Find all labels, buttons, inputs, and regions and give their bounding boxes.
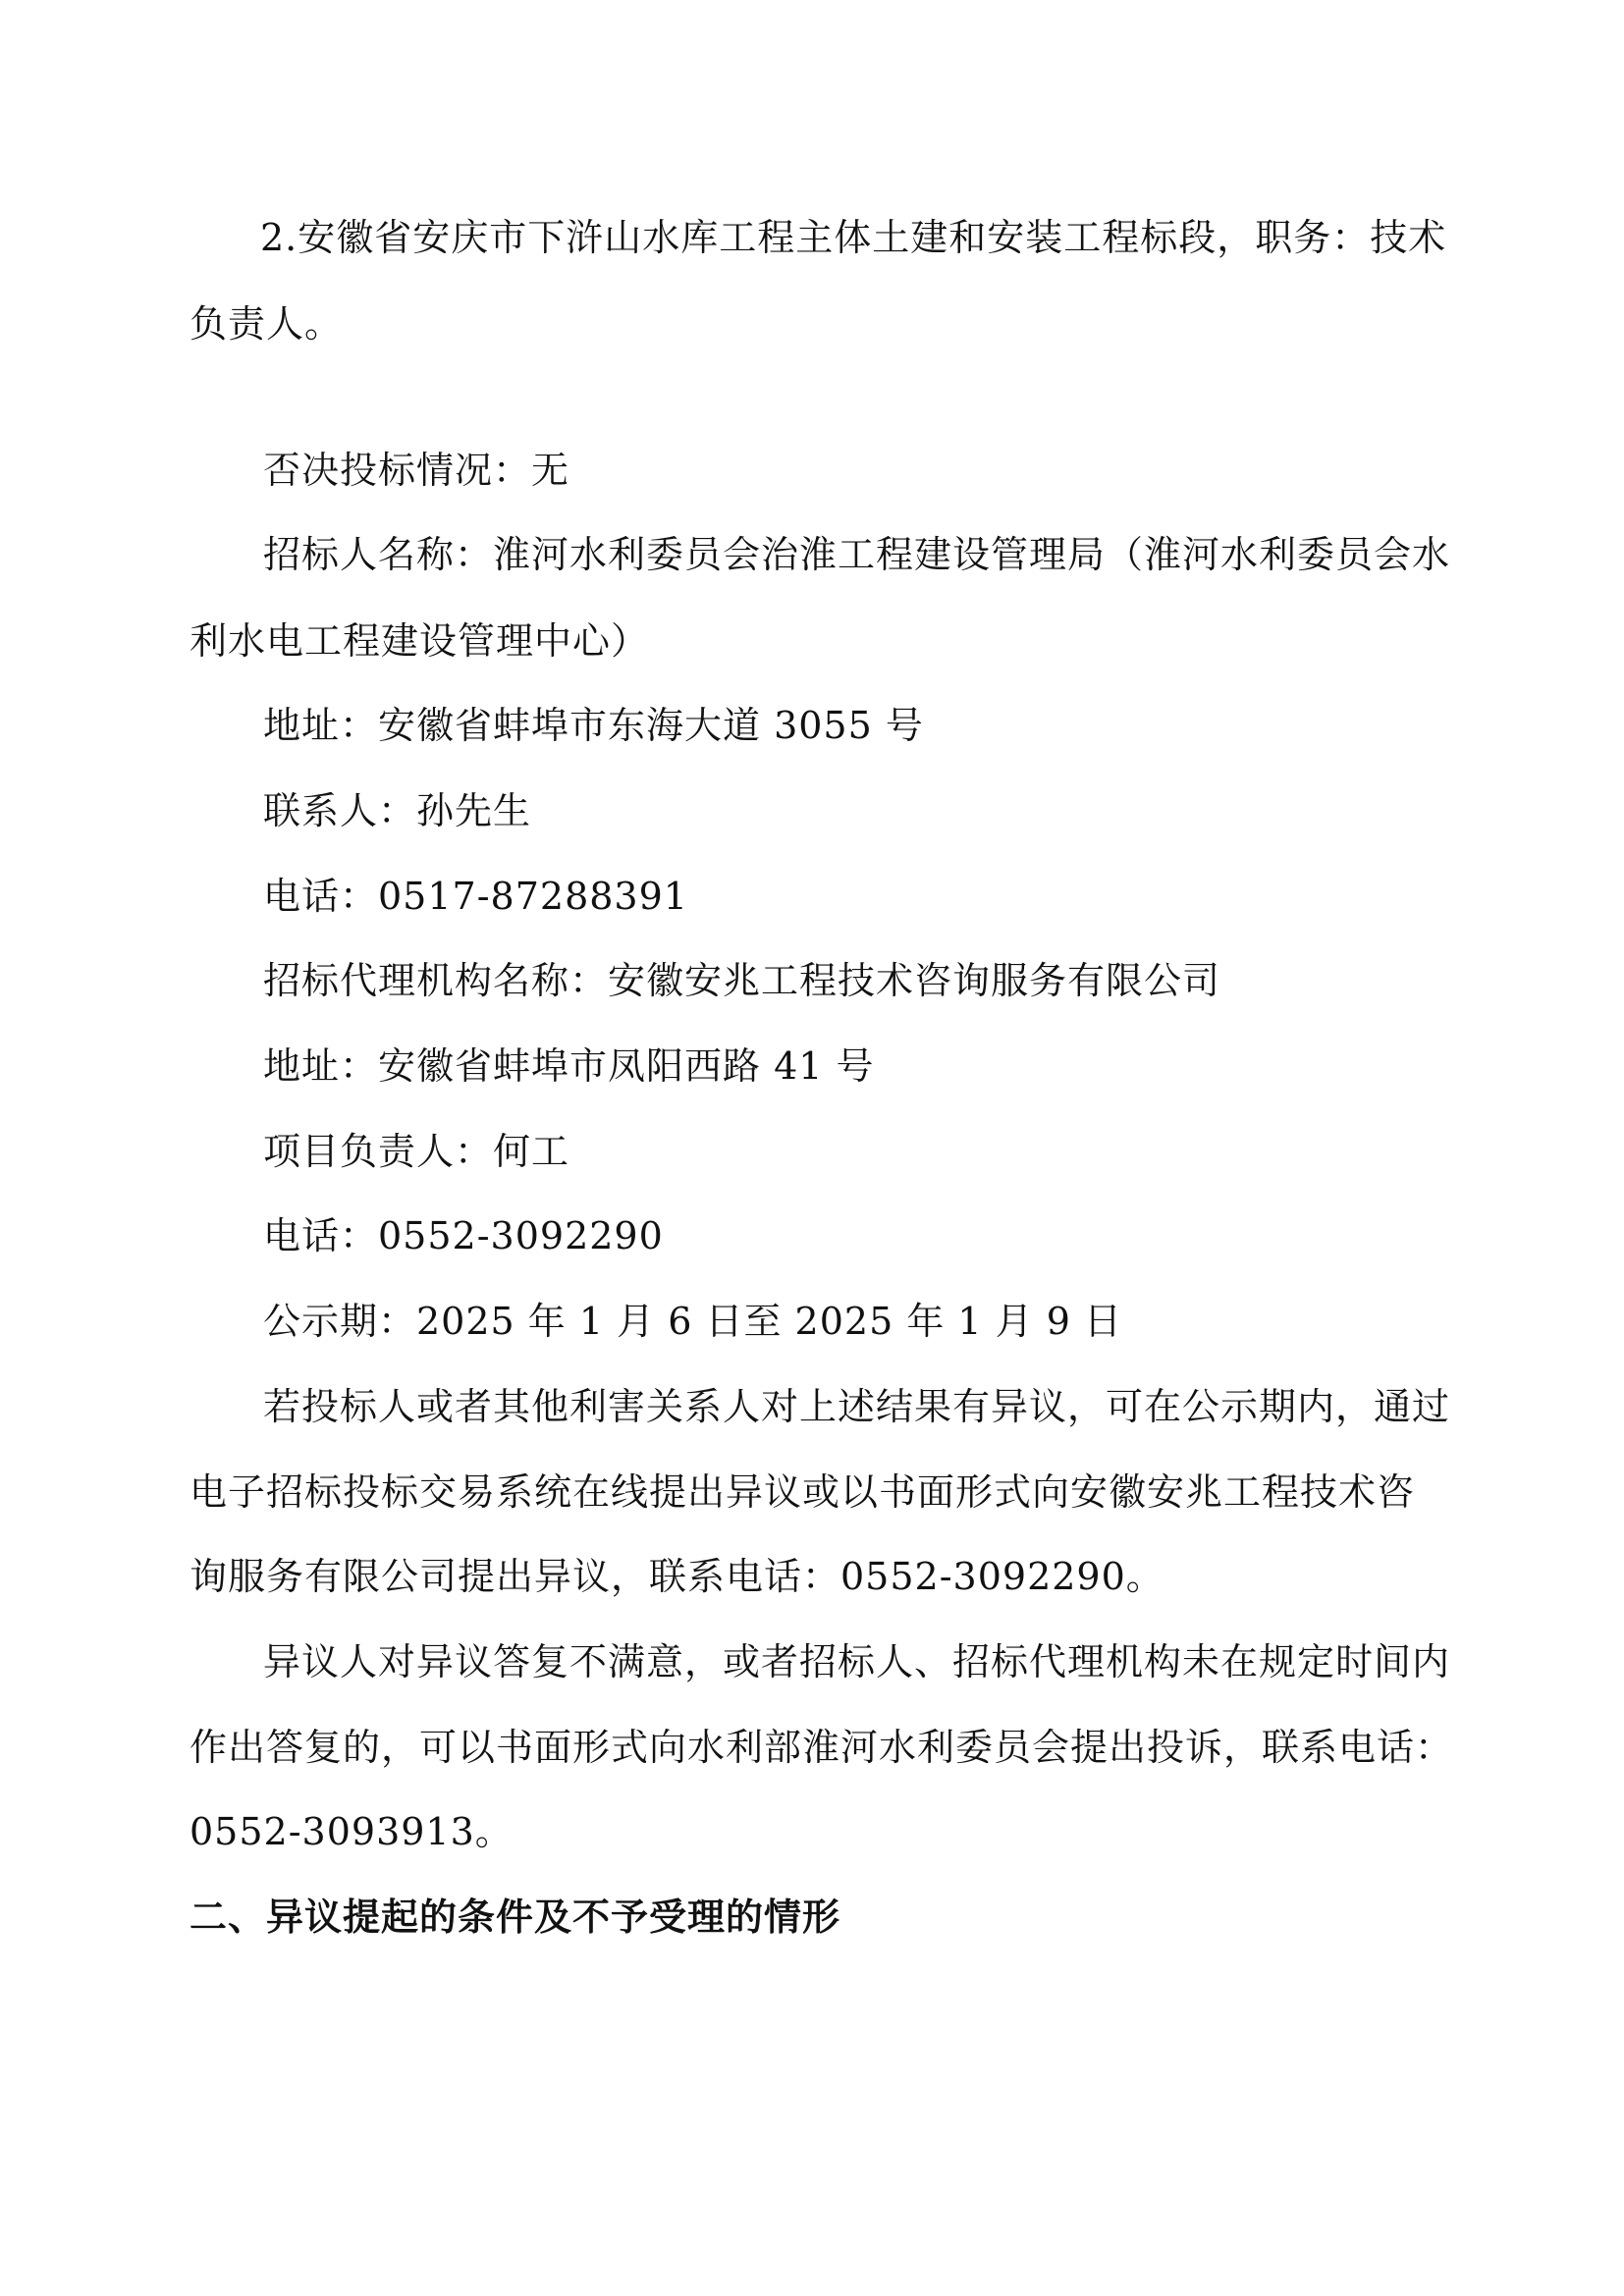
text-line-3: 否决投标情况：无 — [263, 449, 570, 492]
text-line-18: 作出答复的，可以书面形式向水利部淮河水利委员会提出投诉，联系电话： — [189, 1726, 1454, 1769]
text-line-6: 地址：安徽省蚌埠市东海大道 3055 号 — [263, 704, 924, 747]
text-line-8: 电话：0517-87288391 — [263, 875, 688, 918]
text-line-16: 询服务有限公司提出异议，联系电话：0552-3092290。 — [189, 1555, 1164, 1598]
text-line-11: 项目负责人：何工 — [263, 1130, 570, 1173]
text-line-4: 招标人名称：淮河水利委员会治淮工程建设管理局（淮河水利委员会水 — [263, 533, 1451, 576]
text-line-5: 利水电工程建设管理中心） — [189, 619, 650, 663]
text-line-13: 公示期：2025 年 1 月 6 日至 2025 年 1 月 9 日 — [263, 1300, 1122, 1343]
text-line-17: 异议人对异议答复不满意，或者招标人、招标代理机构未在规定时间内 — [263, 1640, 1451, 1683]
text-line-7: 联系人：孙先生 — [263, 789, 532, 832]
section-heading: 二、异议提起的条件及不予受理的情形 — [189, 1896, 841, 1939]
text-line-15: 电子招标投标交易系统在线提出异议或以书面形式向安徽安兆工程技术咨 — [189, 1470, 1416, 1514]
text-line-1: 2.安徽省安庆市下浒山水库工程主体土建和安装工程标段，职务：技术 — [260, 216, 1447, 259]
text-line-9: 招标代理机构名称：安徽安兆工程技术咨询服务有限公司 — [263, 959, 1221, 1002]
text-line-12: 电话：0552-3092290 — [263, 1214, 664, 1257]
text-line-2: 负责人。 — [189, 302, 344, 346]
text-line-14: 若投标人或者其他利害关系人对上述结果有异议，可在公示期内，通过 — [263, 1385, 1451, 1428]
text-line-10: 地址：安徽省蚌埠市凤阳西路 41 号 — [263, 1044, 875, 1088]
text-line-19: 0552-3093913。 — [189, 1810, 514, 1853]
